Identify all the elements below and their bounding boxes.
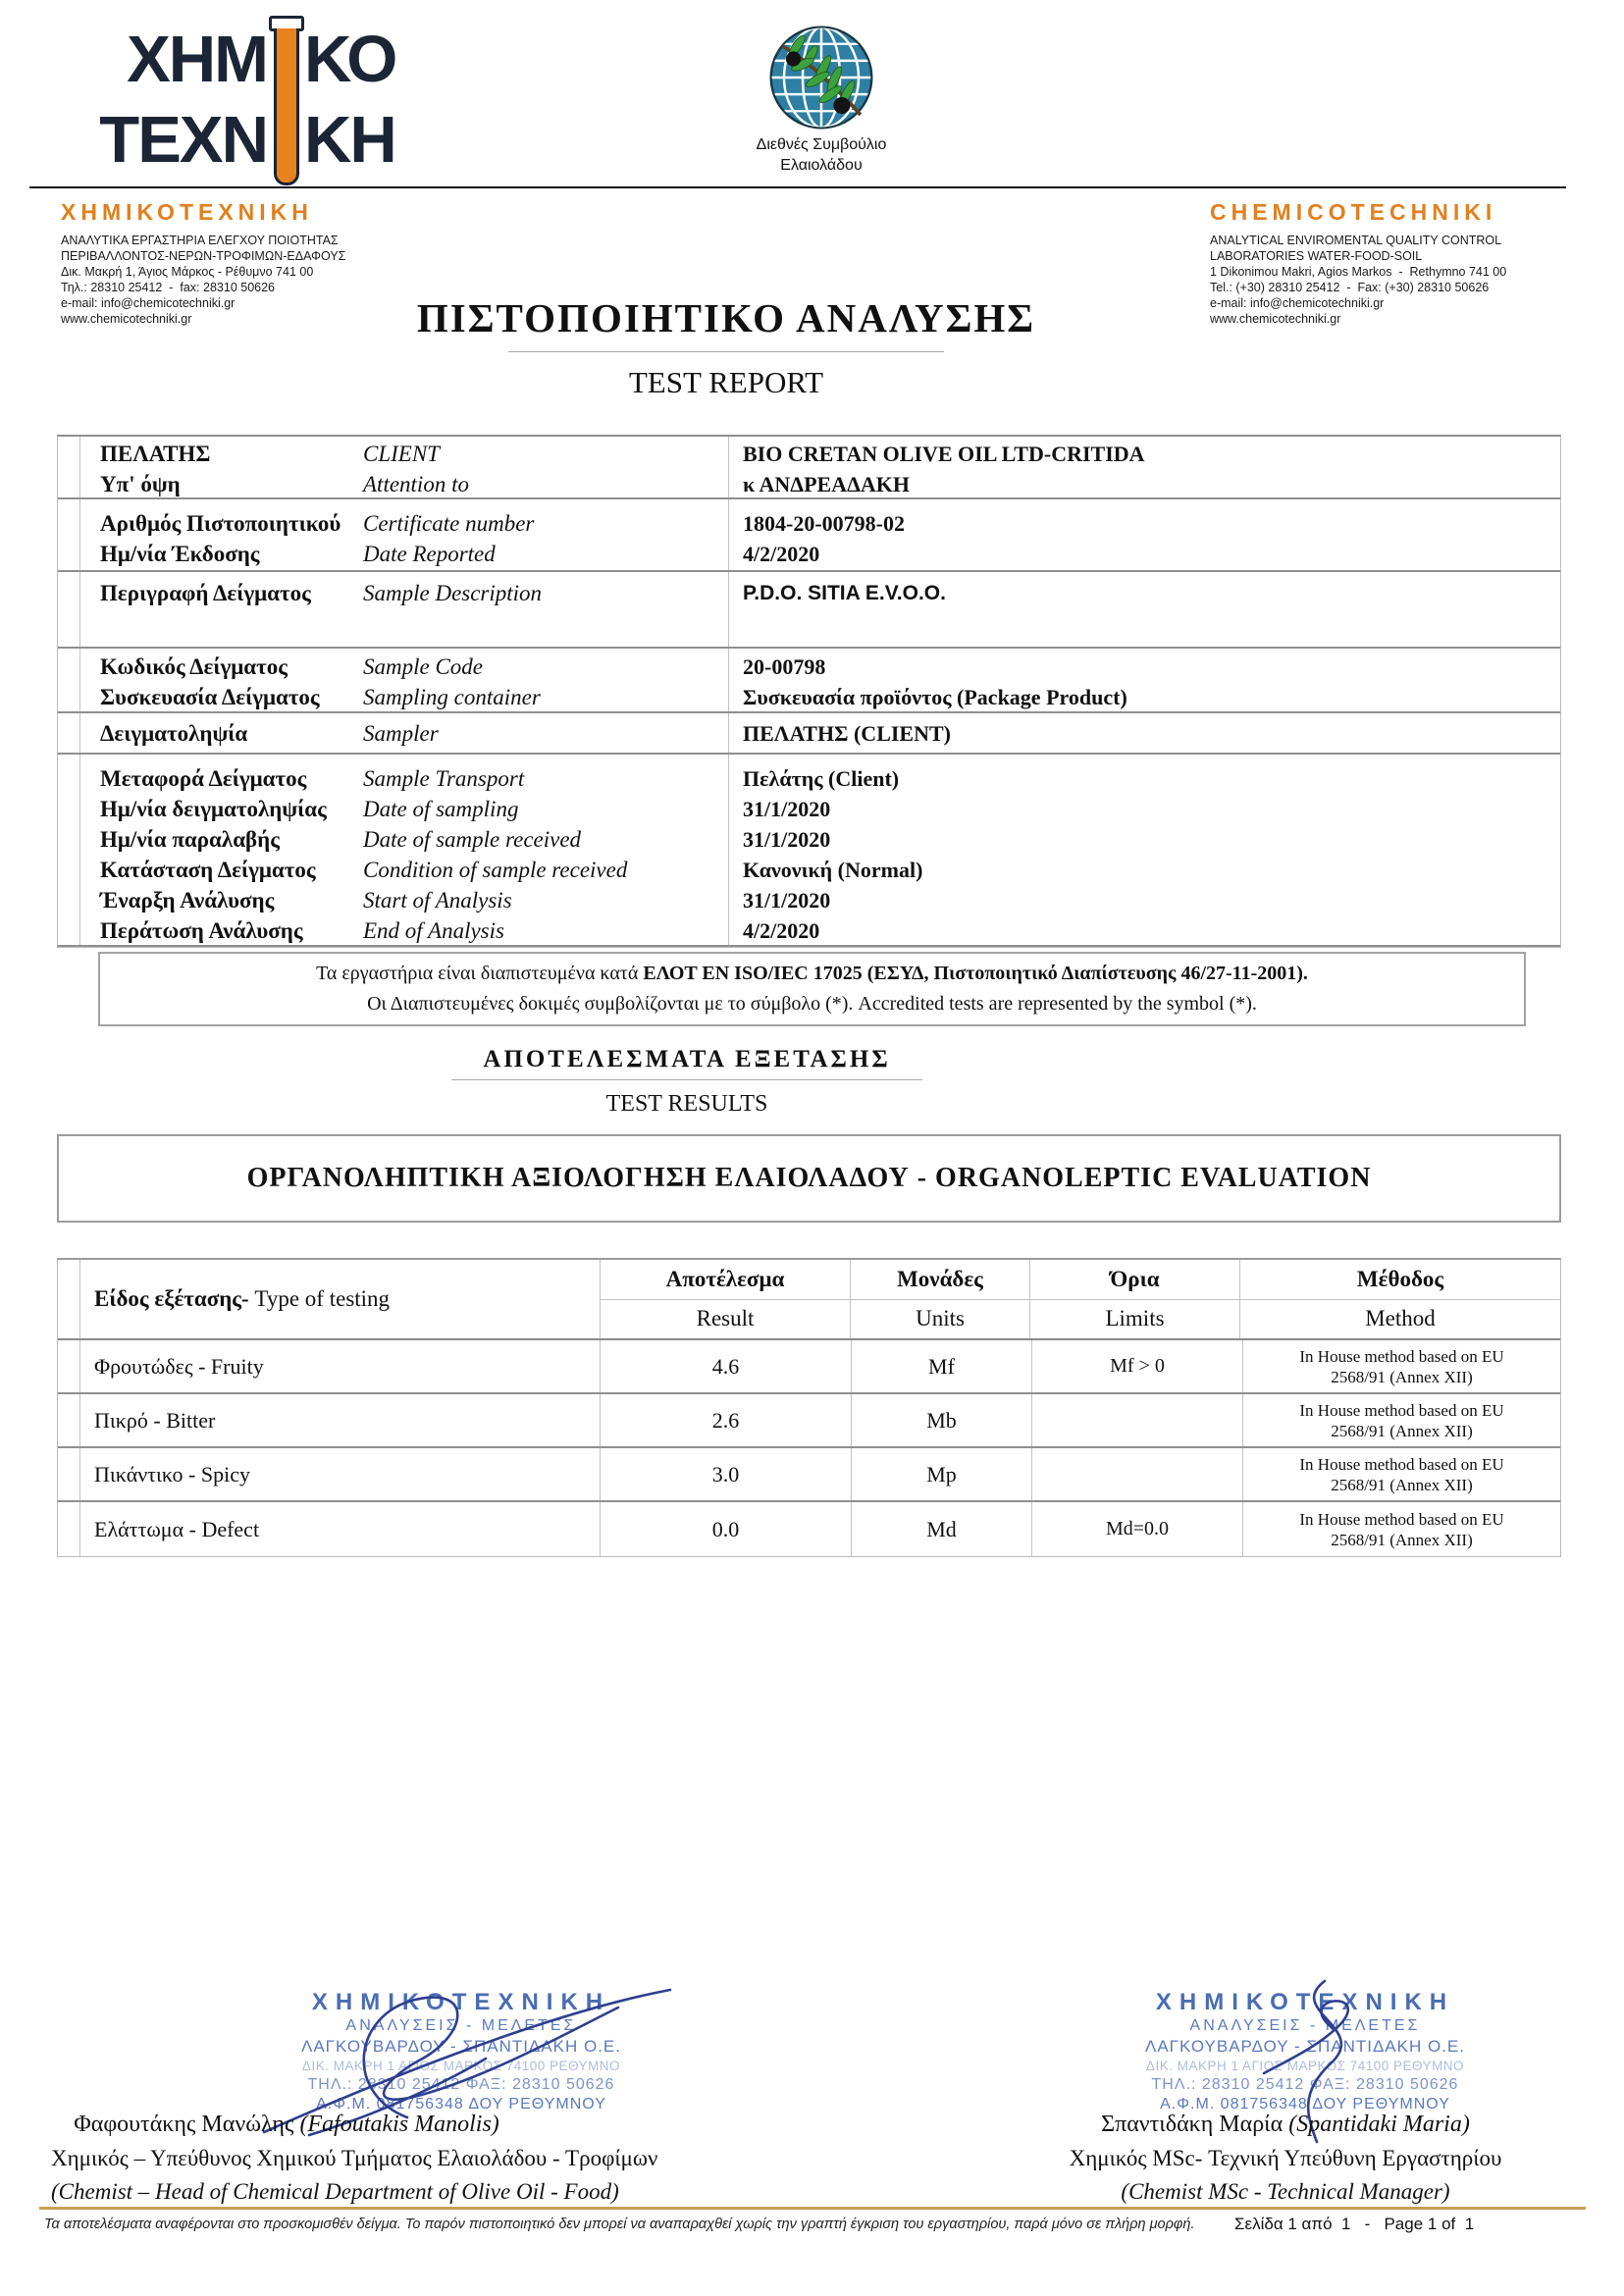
lab-address-en: 1 Dikonimou Makri, Agios Markos - Rethymno 741 00 <box>1210 265 1507 279</box>
row-stub <box>58 1448 80 1500</box>
header-units-el: Μονάδες <box>851 1260 1030 1299</box>
ioc-caption-line2: Ελαιολάδου <box>780 157 863 174</box>
results-heading-divider <box>451 1079 922 1080</box>
value-client: BIO CRETAN OLIVE OIL LTD-CRITIDA <box>743 442 1145 466</box>
test-method-line2: 2568/91 (Annex XII) <box>1331 1475 1473 1494</box>
test-result: 3.0 <box>601 1448 852 1500</box>
logo-text: ΚΟ <box>304 23 396 96</box>
logo-text: ΧΗΜ <box>127 23 267 96</box>
value-date-of-sampling: 31/1/2020 <box>743 797 831 821</box>
signatory-name-el: Σπαντιδάκη Μαρία <box>1101 2112 1289 2137</box>
label-date-of-sampling-en: Date of sampling <box>363 797 519 821</box>
value-start-analysis: 31/1/2020 <box>743 888 831 913</box>
header-units-en: Units <box>851 1300 1030 1339</box>
title-divider <box>508 351 944 352</box>
stamp-brand: ΧΗΜΙΚΟΤΕΧΝΙΚΗ <box>1155 1989 1455 2015</box>
globe-olive-icon <box>765 22 877 133</box>
row-stub <box>58 713 80 753</box>
label-certificate-number-en: Certificate number <box>363 511 535 536</box>
test-tube-icon <box>269 16 304 190</box>
label-end-analysis-el: Περάτωση Ανάλυσης <box>100 918 303 943</box>
stamp-phone: ΤΗΛ.: 28310 25412 ΦΑΞ: 28310 50626 <box>307 2076 615 2093</box>
label-sample-transport-en: Sample Transport <box>363 766 525 791</box>
label-attention-en: Attention to <box>363 472 469 496</box>
test-units: Md <box>852 1502 1032 1556</box>
row-stub <box>58 755 80 945</box>
label-client-el: ΠΕΛΑΤΗΣ <box>100 442 211 466</box>
value-sample-code: 20-00798 <box>743 654 826 679</box>
signatory-right <box>1050 2108 1521 2209</box>
lab-email-el: e-mail: info@chemicotechniki.gr <box>61 296 236 310</box>
header-method-el: Μέθοδος <box>1356 1266 1444 1291</box>
label-start-analysis-en: Start of Analysis <box>363 888 512 913</box>
test-name: Πικάντικο - Spicy <box>80 1448 601 1500</box>
value-sampling-container: Συσκευασία προϊόντος (Package Product) <box>743 685 1127 709</box>
stamp-services: ΑΝΑΛΥΣΕΙΣ - ΜΕΛΕΤΕΣ <box>1189 2017 1421 2034</box>
accreditation-line1-bold: ΕΛΟΤ EN ISO/IEC 17025 (ΕΣΥΔ, Πιστοποιητικό Διαπίστευσης 46/27-11-2001). <box>643 963 1308 984</box>
test-method-line1: In House method based on EU <box>1299 1400 1504 1420</box>
test-units: Mb <box>852 1394 1032 1446</box>
label-client-en: CLIENT <box>363 442 440 466</box>
sample-info-table <box>57 435 1561 948</box>
stamp-company: ΛΑΓΚΟΥΒΑΡΔΟΥ - ΣΠΑΝΤΙΔΑΚΗ Ο.Ε. <box>1144 2037 1465 2056</box>
lab-phone-en: Tel.: (+30) 28310 25412 - Fax: (+30) 28310 50626 <box>1210 281 1490 294</box>
test-method-line1: In House method based on EU <box>1299 1454 1504 1474</box>
accreditation-note <box>98 952 1526 1026</box>
signatory-role-el: Χημικός MSc- Τεχνική Υπεύθυνη Εργαστηρίου <box>1069 2146 1502 2170</box>
test-name: Φρουτώδες - Fruity <box>80 1340 601 1392</box>
company-stamp-left <box>236 1990 687 2114</box>
row-stub <box>58 572 80 647</box>
stamp-address: ΔΙΚ. ΜΑΚΡΗ 1 ΑΓΙΟΣ ΜΑΡΚΟΣ 74100 ΡΕΘΥΜΝΟ <box>1145 2059 1465 2073</box>
header-method-en: Method <box>1365 1306 1436 1331</box>
lab-description-en-1: ANALYTICAL ENVIROMENTAL QUALITY CONTROL <box>1210 234 1502 247</box>
lab-email-en: e-mail: info@chemicotechniki.gr <box>1210 296 1385 310</box>
label-date-received-el: Ημ/νία παραλαβής <box>100 827 280 852</box>
footer-disclaimer: Τα αποτελέσματα αναφέρονται στο προσκομισθέν δείγμα. Το παρόν πιστοποιητικό δεν μπορεί να αναπαραχθεί χωρίς την γραπτή έγκριση του εργαστηρίου, παρά μόνο σε πλήρη μορφή. <box>44 2217 1195 2232</box>
row-stub <box>58 1394 80 1446</box>
test-limits <box>1032 1394 1243 1446</box>
row-stub <box>58 437 80 497</box>
accreditation-line1-normal: Τα εργαστήρια είναι διαπιστευμένα κατά <box>316 963 644 984</box>
value-sampler: ΠΕΛΑΤΗΣ (CLIENT) <box>743 721 951 746</box>
row-stub <box>58 1502 80 1556</box>
table-row <box>58 499 1560 572</box>
signatory-role-el: Χημικός – Υπεύθυνος Χημικού Τμήματος Ελαιολάδου - Τροφίμων <box>51 2146 658 2170</box>
label-sample-code-el: Κωδικός Δείγματος <box>100 654 288 679</box>
test-units: Mp <box>852 1448 1032 1500</box>
test-name: Ελάττωμα - Defect <box>80 1502 601 1556</box>
lab-website-en: www.chemicotechniki.gr <box>1210 312 1341 326</box>
test-result: 2.6 <box>601 1394 852 1446</box>
header-limits-en: Limits <box>1030 1300 1240 1339</box>
signatory-role-en: (Chemist – Head of Chemical Department of Olive Oil - Food) <box>51 2179 619 2204</box>
value-date-received: 31/1/2020 <box>743 827 831 852</box>
label-sample-description-en: Sample Description <box>363 581 543 605</box>
header-result-en: Result <box>601 1300 851 1339</box>
test-units: Mf <box>852 1340 1032 1392</box>
ioc-caption-line1: Διεθνές Συμβούλιο <box>756 136 887 153</box>
label-sampling-container-en: Sampling container <box>363 685 541 709</box>
footer-page-number: Σελίδα 1 από 1 - Page 1 of 1 <box>1234 2215 1475 2233</box>
label-condition-en: Condition of sample received <box>363 858 628 882</box>
results-heading-english: TEST RESULTS <box>605 1091 768 1117</box>
signatory-left <box>51 2108 658 2209</box>
results-table <box>57 1258 1561 1557</box>
label-certificate-number-el: Αριθμός Πιστοποιητικού <box>100 511 341 536</box>
lab-description-el-2: ΠΕΡΙΒΑΛΛΟΝΤΟΣ-ΝΕΡΩΝ-ΤΡΟΦΙΜΩΝ-ΕΔΑΦΟΥΣ <box>61 249 346 263</box>
lab-description-el-1: ΑΝΑΛΥΤΙΚΑ ΕΡΓΑΣΤΗΡΙΑ ΕΛΕΓΧΟΥ ΠΟΙΟΤΗΤΑΣ <box>61 234 339 247</box>
label-date-received-en: Date of sample received <box>363 827 582 852</box>
value-certificate-number: 1804-20-00798-02 <box>743 511 905 536</box>
stamp-vat: Α.Φ.Μ. 081756348 ΔΟΥ ΡΕΘΥΜΝΟΥ <box>316 2096 606 2113</box>
stamp-vat: Α.Φ.Μ. 081756348 ΔΟΥ ΡΕΘΥΜΝΟΥ <box>1160 2096 1450 2113</box>
test-result: 4.6 <box>601 1340 852 1392</box>
brand-greek: ΧΗΜΙΚΟΤΕΧΝΙΚΗ <box>61 199 313 225</box>
lab-address-el: Δικ. Μακρή 1, Άγιος Μάρκος - Ρέθυμνο 741 00 <box>61 265 314 279</box>
value-date-reported: 4/2/2020 <box>743 542 820 566</box>
logo-text: ΤΕΧΝ <box>99 103 267 177</box>
table-row <box>58 755 1560 947</box>
label-sampling-container-el: Συσκευασία Δείγματος <box>100 685 320 709</box>
company-stamp-right <box>1079 1990 1531 2114</box>
result-row-defect <box>58 1502 1560 1556</box>
stamp-services: ΑΝΑΛΥΣΕΙΣ - ΜΕΛΕΤΕΣ <box>345 2017 577 2034</box>
label-attention-el: Υπ' όψη <box>100 472 181 496</box>
table-row <box>58 649 1560 713</box>
table-row <box>58 437 1560 499</box>
international-olive-council-logo <box>728 22 915 175</box>
brand-english: CHEMICOTECHNIKI <box>1210 199 1497 225</box>
label-sampler-en: Sampler <box>363 721 439 746</box>
result-row-spicy <box>58 1448 1560 1502</box>
label-date-reported-el: Ημ/νία Έκδοσης <box>100 542 260 566</box>
test-limits: Md=0.0 <box>1032 1502 1243 1556</box>
label-start-analysis-el: Έναρξη Ανάλυσης <box>100 888 275 913</box>
organoleptic-section-title: ΟΡΓΑΝΟΛΗΠΤΙΚΗ ΑΞΙΟΛΟΓΗΣΗ ΕΛΑΙΟΛΑΔΟΥ - ORGANOLEPTIC EVALUATION <box>57 1134 1561 1223</box>
test-method-line2: 2568/91 (Annex XII) <box>1331 1421 1473 1440</box>
document-title-greek: ΠΙΣΤΟΠΟΙΗΤΙΚΟ ΑΝΑΛΥΣΗΣ <box>416 295 1036 340</box>
row-stub <box>58 499 80 570</box>
table-row <box>58 713 1560 755</box>
label-condition-el: Κατάσταση Δείγματος <box>100 858 316 882</box>
value-sample-transport: Πελάτης (Client) <box>743 766 900 791</box>
signatory-name-latin: (Fafoutakis Manolis) <box>299 2112 499 2137</box>
stamp-brand: ΧΗΜΙΚΟΤΕΧΝΙΚΗ <box>311 1989 611 2015</box>
value-attention: κ ΑΝΔΡΕΑΔΑΚΗ <box>743 472 910 496</box>
test-method-line2: 2568/91 (Annex XII) <box>1331 1530 1473 1549</box>
header-divider <box>29 186 1566 188</box>
table-row <box>58 572 1560 649</box>
test-method-line1: In House method based on EU <box>1299 1346 1504 1366</box>
label-date-of-sampling-el: Ημ/νία δειγματοληψίας <box>100 797 327 821</box>
header-type-of-testing-en: Type of testing <box>248 1286 391 1311</box>
accreditation-line2: Οι Διαπιστευμένες δοκιμές συμβολίζονται με το σύμβολο (*). Accredited tests are represented by the symbol (*). <box>367 993 1257 1015</box>
test-method-line2: 2568/91 (Annex XII) <box>1331 1367 1473 1386</box>
test-name: Πικρό - Bitter <box>80 1394 601 1446</box>
label-sampler-el: Δειγματοληψία <box>100 721 248 746</box>
stamp-phone: ΤΗΛ.: 28310 25412 ΦΑΞ: 28310 50626 <box>1151 2076 1459 2093</box>
header-result-el: Αποτέλεσμα <box>601 1260 851 1299</box>
signatory-role-en: (Chemist MSc - Technical Manager) <box>1121 2179 1450 2204</box>
value-end-analysis: 4/2/2020 <box>743 918 820 943</box>
signatory-name-latin: (Spantidaki Maria) <box>1288 2112 1470 2137</box>
results-heading-greek: ΑΠΟΤΕΛΕΣΜΑΤΑ ΕΞΕΤΑΣΗΣ <box>483 1046 891 1072</box>
result-row-bitter <box>58 1394 1560 1448</box>
footer-divider <box>39 2207 1586 2210</box>
test-result: 0.0 <box>601 1502 852 1556</box>
stamp-address: ΔΙΚ. ΜΑΚΡΗ 1 ΑΓΙΟΣ ΜΑΡΚΟΣ 74100 ΡΕΘΥΜΝΟ <box>301 2059 621 2073</box>
logo-text: ΚΗ <box>304 103 395 177</box>
test-limits <box>1032 1448 1243 1500</box>
test-limits: Mf > 0 <box>1032 1340 1243 1392</box>
document-title-english: TEST REPORT <box>628 365 824 399</box>
chemicotechniki-logo <box>61 20 483 186</box>
header-type-of-testing-el: Είδος εξέτασης- <box>94 1286 249 1311</box>
row-stub <box>58 1340 80 1392</box>
label-end-analysis-en: End of Analysis <box>363 918 504 943</box>
stamp-company: ΛΑΓΚΟΥΒΑΡΔΟΥ - ΣΠΑΝΤΙΔΑΚΗ Ο.Ε. <box>300 2037 621 2056</box>
result-row-fruity <box>58 1340 1560 1394</box>
label-sample-code-en: Sample Code <box>363 654 484 679</box>
value-sample-description: P.D.O. SITIA E.V.O.O. <box>743 582 946 604</box>
row-stub <box>58 649 80 711</box>
test-method-line1: In House method based on EU <box>1299 1509 1504 1529</box>
lab-website-el: www.chemicotechniki.gr <box>61 312 192 326</box>
signatory-name-el: Φαφουτάκης Μανώλης <box>74 2112 300 2137</box>
row-stub <box>58 1260 80 1338</box>
label-sample-description-el: Περιγραφή Δείγματος <box>100 581 311 605</box>
label-date-reported-en: Date Reported <box>363 542 496 566</box>
lab-description-en-2: LABORATORIES WATER-FOOD-SOIL <box>1210 249 1423 263</box>
header-limits-el: Όρια <box>1030 1260 1240 1299</box>
results-table-header <box>58 1260 1560 1340</box>
label-sample-transport-el: Μεταφορά Δείγματος <box>100 766 307 791</box>
value-condition: Κανονική (Normal) <box>743 858 923 882</box>
lab-phone-el: Τηλ.: 28310 25412 - fax: 28310 50626 <box>61 281 275 294</box>
